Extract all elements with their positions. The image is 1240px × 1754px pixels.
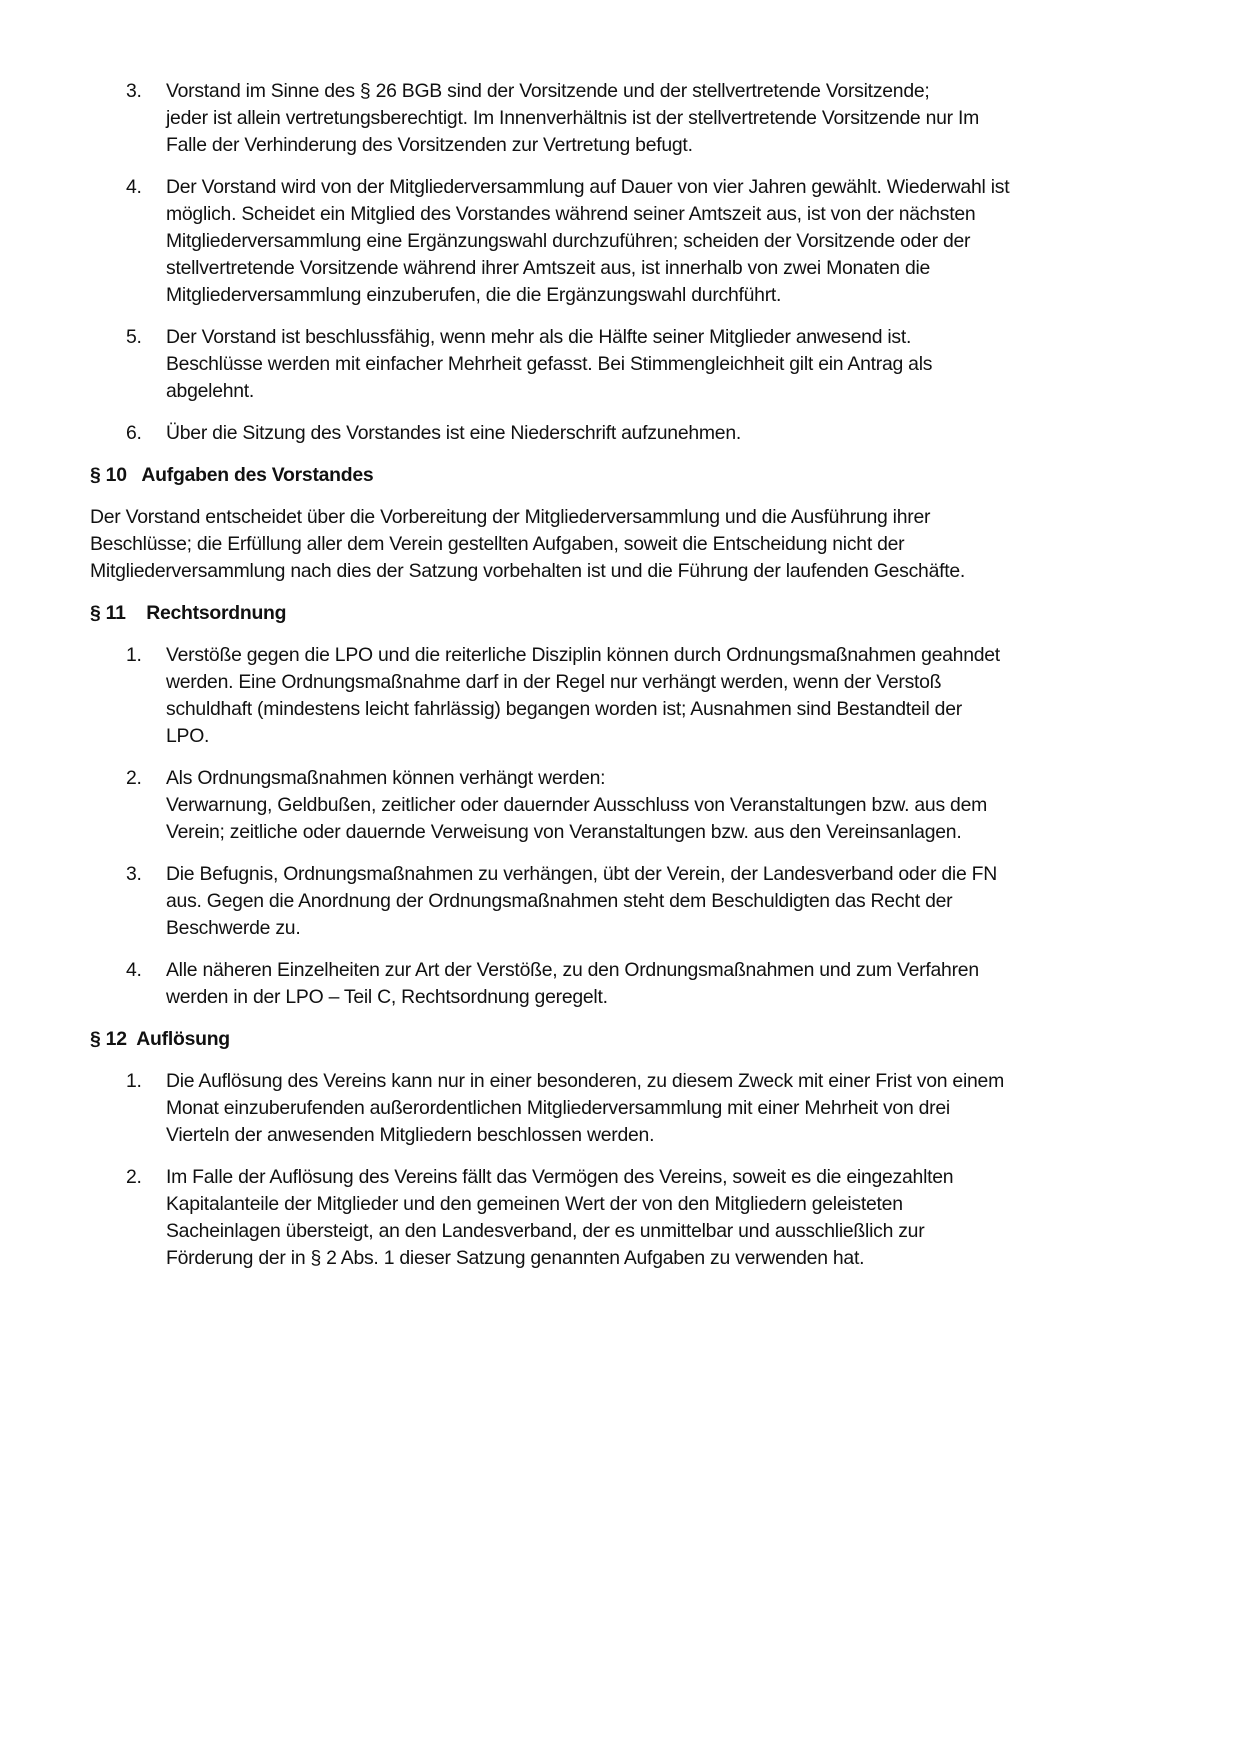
list-number: 3. — [126, 863, 142, 885]
list-number: 2. — [126, 1166, 142, 1188]
text-line: abgelehnt. — [166, 380, 255, 402]
aufloesung-list — [90, 1068, 1130, 1272]
text-line: Mitgliederversammlung eine Ergänzungswahl durchzuführen; scheiden der Vorsitzende oder der — [166, 230, 971, 252]
text-line: Die Befugnis, Ordnungsmaßnahmen zu verhängen, übt der Verein, der Landesverband oder die FN — [166, 863, 997, 885]
text-line: Vierteln der anwesenden Mitgliedern beschlossen werden. — [166, 1124, 655, 1146]
text-line: Beschlüsse; die Erfüllung aller dem Verein gestellten Aufgaben, soweit die Entscheidung nicht der — [90, 533, 905, 555]
text-line: Über die Sitzung des Vorstandes ist eine Niederschrift aufzunehmen. — [166, 422, 741, 444]
text-line: stellvertretende Vorsitzende während ihrer Amtszeit aus, ist innerhalb von zwei Monaten die — [166, 257, 931, 279]
text-line: Verwarnung, Geldbußen, zeitlicher oder dauernder Ausschluss von Veranstaltungen bzw. aus dem — [166, 794, 988, 816]
text-line: Im Falle der Auflösung des Vereins fällt das Vermögen des Vereins, soweit es die eingezahlten — [166, 1166, 954, 1188]
text-line: Alle näheren Einzelheiten zur Art der Verstöße, zu den Ordnungsmaßnahmen und zum Verfahren — [166, 959, 979, 981]
text-line: LPO. — [166, 725, 210, 747]
text-line: Der Vorstand entscheidet über die Vorbereitung der Mitgliederversammlung und die Ausführung ihrer — [90, 506, 931, 528]
list-item — [90, 1164, 1130, 1272]
text-line: Falle der Verhinderung des Vorsitzenden zur Vertretung befugt. — [166, 134, 693, 156]
list-item — [90, 765, 1130, 846]
text-line: Sacheinlagen übersteigt, an den Landesverband, der es unmittelbar und ausschließlich zur — [166, 1220, 925, 1242]
section-heading-10: § 10 Aufgaben des Vorstandes — [90, 464, 374, 486]
list-number: 5. — [126, 326, 142, 348]
list-item — [90, 78, 1130, 159]
list-item — [90, 420, 1130, 447]
text-line: Verstöße gegen die LPO und die reiterliche Disziplin können durch Ordnungsmaßnahmen geahndet — [166, 644, 1000, 666]
list-item — [90, 957, 1130, 1011]
text-line: möglich. Scheidet ein Mitglied des Vorstandes während seiner Amtszeit aus, ist von der nächsten — [166, 203, 976, 225]
text-line: Vorstand im Sinne des § 26 BGB sind der Vorsitzende und der stellvertretende Vorsitzende; — [166, 80, 930, 102]
text-line: Die Auflösung des Vereins kann nur in einer besonderen, zu diesem Zweck mit einer Frist von einem — [166, 1070, 1004, 1092]
list-number: 1. — [126, 1070, 142, 1092]
list-number: 6. — [126, 422, 142, 444]
rechtsordnung-list — [90, 642, 1130, 1011]
list-number: 4. — [126, 959, 142, 981]
text-line: schuldhaft (mindestens leicht fahrlässig) begangen worden ist; Ausnahmen sind Bestandteil der — [166, 698, 962, 720]
text-line: Monat einzuberufenden außerordentlichen Mitgliederversammlung mit einer Mehrheit von drei — [166, 1097, 950, 1119]
text-line: Beschlüsse werden mit einfacher Mehrheit gefasst. Bei Stimmengleichheit gilt ein Antrag als — [166, 353, 933, 375]
list-number: 3. — [126, 80, 142, 102]
text-line: Kapitalanteile der Mitglieder und den gemeinen Wert der von den Mitgliedern geleisteten — [166, 1193, 903, 1215]
list-item — [90, 861, 1130, 942]
list-item — [90, 1068, 1130, 1149]
text-line: werden. Eine Ordnungsmaßnahme darf in der Regel nur verhängt werden, wenn der Verstoß — [166, 671, 942, 693]
section-10-paragraph — [90, 504, 1130, 585]
text-line: Förderung der in § 2 Abs. 1 dieser Satzung genannten Aufgaben zu verwenden hat. — [166, 1247, 865, 1269]
vorstand-list — [90, 78, 1130, 447]
text-line: Verein; zeitliche oder dauernde Verweisung von Veranstaltungen bzw. aus den Vereinsanlagen. — [166, 821, 962, 843]
list-number: 1. — [126, 644, 142, 666]
text-line: Mitgliederversammlung nach dies der Satzung vorbehalten ist und die Führung der laufenden Geschäfte. — [90, 560, 966, 582]
list-number: 2. — [126, 767, 142, 789]
list-item — [90, 642, 1130, 750]
list-item — [90, 174, 1130, 309]
text-line: Als Ordnungsmaßnahmen können verhängt werden: — [166, 767, 606, 789]
list-item — [90, 324, 1130, 405]
text-line: Mitgliederversammlung einzuberufen, die die Ergänzungswahl durchführt. — [166, 284, 782, 306]
text-line: werden in der LPO – Teil C, Rechtsordnung geregelt. — [166, 986, 608, 1008]
section-heading-11: § 11 Rechtsordnung — [90, 602, 287, 624]
text-line: jeder ist allein vertretungsberechtigt. Im Innenverhältnis ist der stellvertretende Vorsitzende nur Im — [166, 107, 980, 129]
text-line: Der Vorstand wird von der Mitgliederversammlung auf Dauer von vier Jahren gewählt. Wiederwahl ist — [166, 176, 1010, 198]
section-heading-12: § 12 Auflösung — [90, 1028, 230, 1050]
text-line: Der Vorstand ist beschlussfähig, wenn mehr als die Hälfte seiner Mitglieder anwesend ist. — [166, 326, 912, 348]
list-number: 4. — [126, 176, 142, 198]
text-line: Beschwerde zu. — [166, 917, 301, 939]
text-line: aus. Gegen die Anordnung der Ordnungsmaßnahmen steht dem Beschuldigten das Recht der — [166, 890, 953, 912]
